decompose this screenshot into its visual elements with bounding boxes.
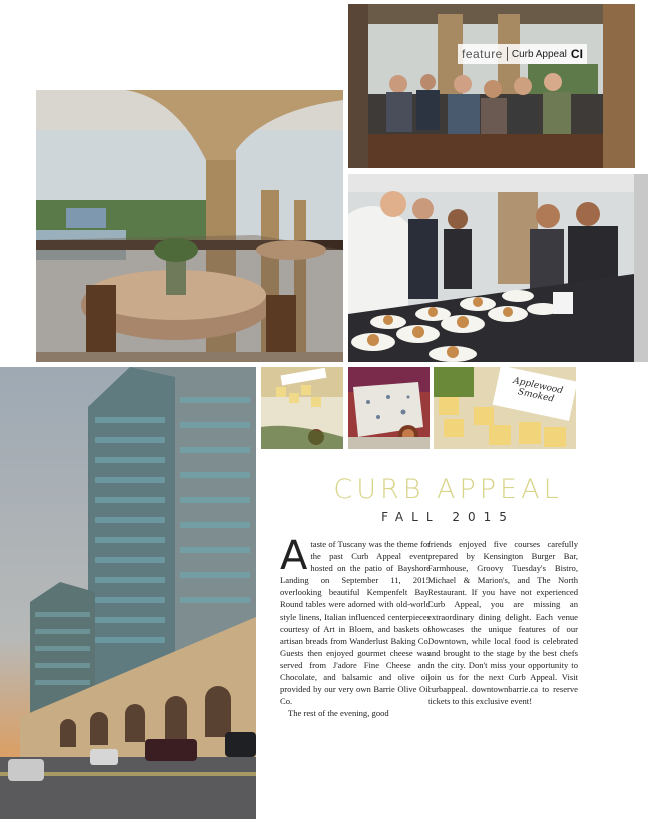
feature-label: feature [462, 47, 503, 61]
magazine-logo: CI [570, 47, 583, 61]
article-title: CURB APPEAL [333, 474, 563, 505]
photo-guests-dining [348, 4, 635, 168]
photo-patio-tables [36, 90, 343, 362]
photo-blue-cheese [348, 367, 430, 449]
article-paragraph-2-continued: friends enjoyed five courses carefully prepared by Kensington Burger Bar, Farmhouse, Groovy Tuesday's Bistro, Michael & Marion's, and The North Restaurant. If you have not experienced Curb Appeal, you are missing an extraordinary dining delight. Each venue showcases the unique features of our Downtown, while local food is celebrated and brought to the stage by the best chefs in the city. Don't miss your opportunity to join us for the next Curb Appeal. Visit curbappeal. downtownbarrie.ca to reserve tickets to this exclusive event! [428, 539, 578, 707]
photo-chefs-plating [348, 174, 634, 362]
feature-section-name: Curb Appeal [511, 48, 567, 60]
drop-cap: A [280, 533, 308, 579]
article-paragraph-2-start: The rest of the evening, good [288, 708, 389, 719]
paragraph-1-text: taste of Tuscany was the theme for the past Curb Appeal event, hosted on the patio of Bayshore Landing on September 11, 2015 overlooking beautiful Kempenfelt Bay. Round tables were adorned with old-world style linens, Italian influenced centerpieces courtesy of Art in Bloem, and baskets of artisan breads from Wanderlust Baking Co. Guests then enjoyed gourmet cheese was served from J'adore Fine Cheese and Chocolate, and balsamic and olive oil provided by our very own Barrie Olive Oil Co. [280, 539, 430, 707]
photo-cheese-board-1 [261, 367, 343, 449]
feature-divider [507, 47, 508, 61]
side-accent-bar [634, 174, 648, 362]
cheese-label-card: Applewood Smoked [512, 375, 564, 405]
photo-bayshore-building [0, 367, 256, 819]
article-column-1 [280, 533, 430, 719]
article-column-2 [428, 538, 578, 707]
feature-section-tag [458, 44, 587, 64]
photo-applewood-cheese [434, 367, 576, 449]
article-subtitle: FALL 2015 [381, 510, 515, 524]
article-paragraph-1 [280, 533, 430, 707]
